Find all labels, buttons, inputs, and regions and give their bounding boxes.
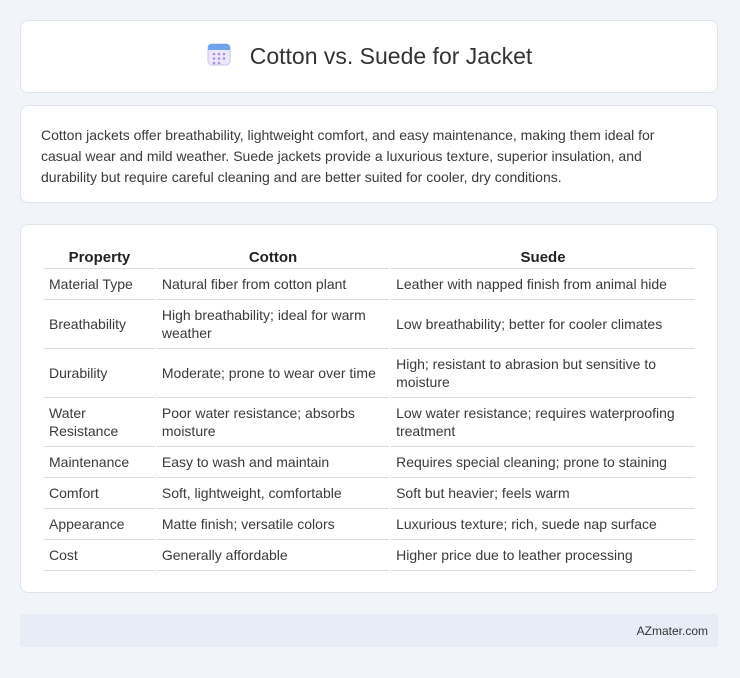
- intro-text: Cotton jackets offer breathability, lightweight comfort, and easy maintenance, making them ideal for casual wear and mild weather. Suede jackets provide a luxurious texture, superior insulation, and durability but require careful cleaning and are better suited for cooler, dry conditions.: [41, 127, 655, 185]
- table-row: [44, 447, 695, 478]
- cell-cotton: Generally affordable: [157, 540, 389, 571]
- cell-suede: Higher price due to leather processing: [391, 540, 695, 571]
- cell-suede: High; resistant to abrasion but sensitive to moisture: [391, 349, 695, 398]
- cell-cotton: Easy to wash and maintain: [157, 447, 389, 478]
- cell-cotton: Matte finish; versatile colors: [157, 509, 389, 540]
- cell-property: Water Resistance: [44, 398, 155, 447]
- title-card: [20, 20, 718, 93]
- cell-cotton: Poor water resistance; absorbs moisture: [157, 398, 389, 447]
- table-header-row: [44, 243, 695, 269]
- table-row: [44, 540, 695, 571]
- cell-suede: Leather with napped finish from animal hide: [391, 269, 695, 300]
- cell-cotton: High breathability; ideal for warm weather: [157, 300, 389, 349]
- page-title: Cotton vs. Suede for Jacket: [249, 43, 533, 69]
- cell-suede: Soft but heavier; feels warm: [391, 478, 695, 509]
- cell-property: Durability: [44, 349, 155, 398]
- table-row: [44, 269, 695, 300]
- cell-property: Comfort: [44, 478, 155, 509]
- cell-suede: Luxurious texture; rich, suede nap surface: [391, 509, 695, 540]
- calendar-icon: [206, 41, 232, 72]
- table-row: [44, 509, 695, 540]
- cell-property: Maintenance: [44, 447, 155, 478]
- cell-property: Appearance: [44, 509, 155, 540]
- header-cotton: Cotton: [157, 243, 389, 269]
- cell-cotton: Natural fiber from cotton plant: [157, 269, 389, 300]
- table-row: [44, 300, 695, 349]
- table-row: [44, 349, 695, 398]
- cell-property: Material Type: [44, 269, 155, 300]
- header-property: Property: [44, 243, 155, 269]
- footer-brand[interactable]: AZmater.com: [636, 623, 708, 638]
- cell-property: Breathability: [44, 300, 155, 349]
- intro-card: [20, 105, 718, 203]
- footer: [20, 614, 718, 647]
- cell-cotton: Soft, lightweight, comfortable: [157, 478, 389, 509]
- cell-property: Cost: [44, 540, 155, 571]
- table-row: [44, 398, 695, 447]
- cell-suede: Low water resistance; requires waterproofing treatment: [391, 398, 695, 447]
- cell-suede: Requires special cleaning; prone to staining: [391, 447, 695, 478]
- cell-cotton: Moderate; prone to wear over time: [157, 349, 389, 398]
- cell-suede: Low breathability; better for cooler climates: [391, 300, 695, 349]
- title-wrap: [206, 41, 533, 72]
- table-card: [20, 224, 718, 593]
- header-suede: Suede: [391, 243, 695, 269]
- comparison-table: [42, 243, 697, 571]
- table-row: [44, 478, 695, 509]
